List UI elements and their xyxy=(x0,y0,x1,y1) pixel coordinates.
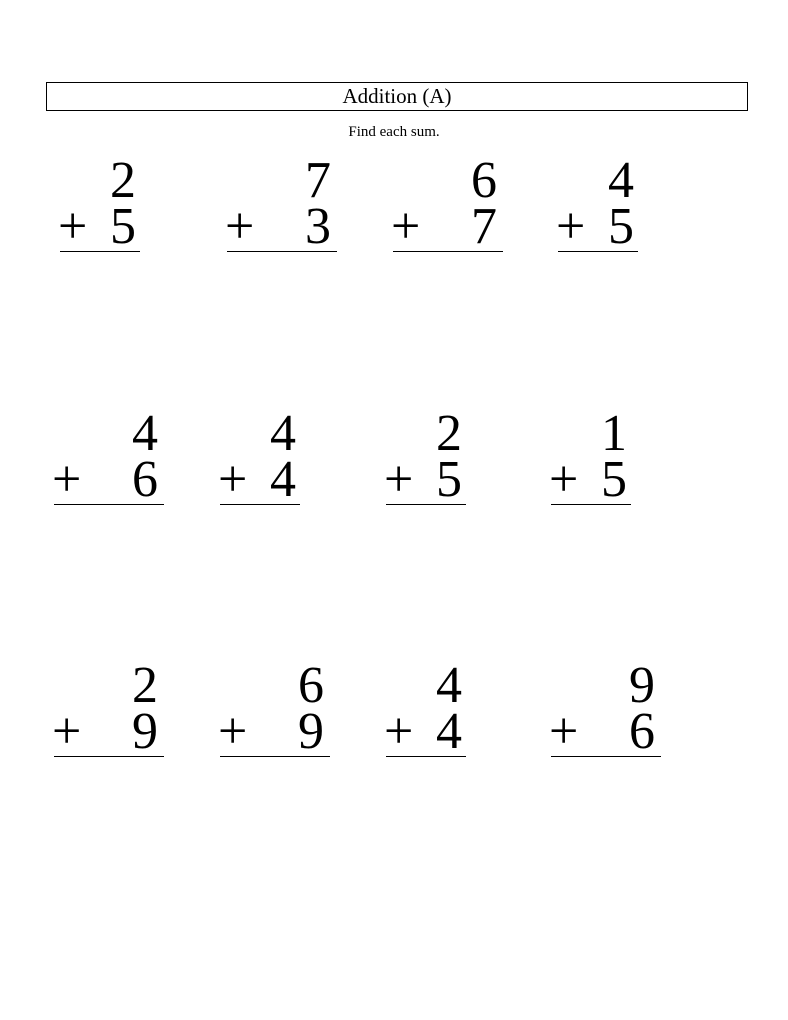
worksheet-title: Addition (A) xyxy=(46,82,748,111)
problem-1 xyxy=(58,152,142,265)
problem-6 xyxy=(218,405,302,518)
plus-sign: + xyxy=(218,703,248,760)
bottom-number: 4 xyxy=(436,703,462,760)
problem-11 xyxy=(384,657,468,770)
bottom-number: 7 xyxy=(471,198,497,255)
top-number: 2 xyxy=(110,152,136,209)
answer-line xyxy=(220,756,330,757)
problem-9 xyxy=(52,657,164,770)
answer-line xyxy=(227,251,337,252)
top-number: 6 xyxy=(471,152,497,209)
problem-10 xyxy=(218,657,330,770)
top-number: 4 xyxy=(132,405,158,462)
plus-sign: + xyxy=(384,703,414,760)
problem-7 xyxy=(384,405,468,518)
bottom-number: 9 xyxy=(298,703,324,760)
answer-line xyxy=(220,504,300,505)
answer-line xyxy=(551,504,631,505)
top-number: 4 xyxy=(270,405,296,462)
answer-line xyxy=(386,756,466,757)
top-number: 2 xyxy=(132,657,158,714)
top-number: 4 xyxy=(436,657,462,714)
plus-sign: + xyxy=(218,451,248,508)
bottom-number: 5 xyxy=(436,451,462,508)
plus-sign: + xyxy=(58,198,88,255)
plus-sign: + xyxy=(384,451,414,508)
top-number: 4 xyxy=(608,152,634,209)
problem-5 xyxy=(52,405,164,518)
answer-line xyxy=(386,504,466,505)
plus-sign: + xyxy=(225,198,255,255)
top-number: 2 xyxy=(436,405,462,462)
problem-3 xyxy=(391,152,503,265)
top-number: 6 xyxy=(298,657,324,714)
bottom-number: 5 xyxy=(110,198,136,255)
plus-sign: + xyxy=(52,703,82,760)
plus-sign: + xyxy=(549,451,579,508)
bottom-number: 6 xyxy=(132,451,158,508)
bottom-number: 4 xyxy=(270,451,296,508)
top-number: 9 xyxy=(629,657,655,714)
bottom-number: 5 xyxy=(608,198,634,255)
problem-4 xyxy=(556,152,640,265)
answer-line xyxy=(54,504,164,505)
problem-8 xyxy=(549,405,633,518)
bottom-number: 3 xyxy=(305,198,331,255)
problem-2 xyxy=(225,152,337,265)
plus-sign: + xyxy=(391,198,421,255)
answer-line xyxy=(393,251,503,252)
top-number: 7 xyxy=(305,152,331,209)
bottom-number: 5 xyxy=(601,451,627,508)
answer-line xyxy=(558,251,638,252)
bottom-number: 6 xyxy=(629,703,655,760)
answer-line xyxy=(60,251,140,252)
plus-sign: + xyxy=(556,198,586,255)
plus-sign: + xyxy=(549,703,579,760)
answer-line xyxy=(551,756,661,757)
worksheet-instructions: Find each sum. xyxy=(348,124,440,140)
answer-line xyxy=(54,756,164,757)
plus-sign: + xyxy=(52,451,82,508)
top-number: 1 xyxy=(601,405,627,462)
problem-12 xyxy=(549,657,661,770)
bottom-number: 9 xyxy=(132,703,158,760)
